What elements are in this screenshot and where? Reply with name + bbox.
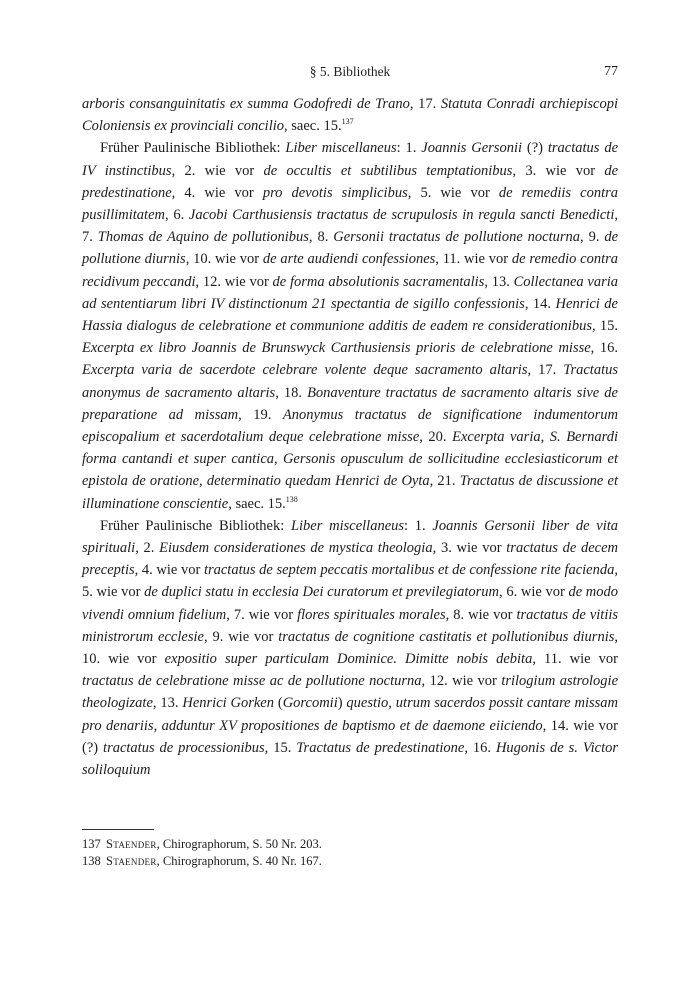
footnote-text: , Chirographorum, S. 40 Nr. 167. (156, 854, 322, 868)
italic-text: de predestinatione (82, 162, 619, 201)
text-span: , 18. (275, 384, 308, 401)
italic-text: de modo vivendi omnium fidelium (82, 584, 619, 623)
text-span: Früher Paulinische Bibliothek: (100, 517, 291, 534)
page-number: 77 (604, 64, 618, 79)
footnote (82, 853, 618, 870)
italic-text: Gersonii tractatus de pollutione nocturna (333, 229, 581, 246)
footnote (82, 836, 618, 853)
footnote-reference: 138 (285, 494, 298, 504)
italic-text: tractatus de IV instinctibus (82, 140, 619, 179)
text-span: , 16. (590, 340, 618, 357)
italic-text: tractatus de vitiis ministrorum ecclesie (82, 606, 619, 645)
footnote-text: , Chirographorum, S. 50 Nr. 203. (156, 837, 322, 851)
text-span: : 1. (396, 140, 422, 157)
italic-text: Excerpta ex libro Joannis de Brunswyck Carthusiensis prioris de celebratione misse (82, 340, 591, 357)
italic-text: de duplici statu in ecclesia Dei curatorum et previlegiatorum (144, 584, 500, 601)
body-text (82, 93, 618, 781)
text-span: , 8. wie vor (445, 606, 517, 623)
text-span: , 10. wie vor (185, 251, 263, 268)
text-span: , 9. wie vor (203, 628, 279, 645)
italic-text: tractatus de septem peccatis mortalibus et de confessione rite facienda (203, 562, 615, 579)
italic-text: arboris consanguinitatis ex summa Godofredi de Trano (82, 96, 410, 112)
italic-text: tractatus de decem preceptis (82, 540, 619, 579)
paragraph (82, 515, 618, 781)
footnote-reference: 137 (341, 117, 354, 127)
text-span: ( (274, 695, 283, 712)
italic-text: tractatus de cognitione castitatis et pollutionibus diurnis (278, 628, 615, 645)
text-span: , 2. (135, 540, 160, 557)
italic-text: Bonaventure tractatus de sacramento altaris sive de preparatione ad missam (82, 384, 618, 423)
text-span: ) (337, 695, 347, 712)
italic-text: Eiusdem considerationes de mystica theologia (159, 540, 433, 557)
italic-text: tractatus de celebratione misse ac de pollutione nocturna (82, 673, 422, 690)
italic-text: Tractatus de discussione et illuminatione conscientie (82, 473, 618, 512)
italic-text: trilogium astrologie theologizate (82, 673, 619, 712)
italic-text: Collectanea varia ad sententiarum libri IV distinctionum 21 spectantia de sigillo confessionis (82, 273, 619, 312)
text-span: , 5. wie vor (407, 184, 499, 201)
italic-text: Henrici Gorken (182, 695, 274, 712)
italic-text: questio, utrum sacerdos possit cantare missam pro denariis, adduntur XV propositiones de baptismo et de daemone eiiciendo (82, 695, 618, 734)
text-span: , 15. (264, 739, 297, 756)
text-span: , 4. wie vor (171, 184, 263, 201)
text-span: , 8. (308, 229, 334, 246)
italic-text: tractatus de processionibus (103, 739, 265, 756)
paragraph (82, 137, 618, 514)
italic-text: de remediis contra pusillimitatem (82, 184, 619, 224)
text-span: , 14. wie vor (?) (82, 717, 618, 756)
text-span: , 21. (429, 473, 460, 490)
italic-text: Tractatus anonymus de sacramento altaris (82, 362, 619, 401)
footnote-author: Staender (106, 837, 157, 851)
footnote-rule (82, 829, 154, 830)
text-span: , 3. wie vor (432, 540, 507, 557)
text-span: Früher Paulinische Bibliothek: (100, 140, 286, 157)
italic-text: Statuta Conradi archiepiscopi Coloniensis ex provinciali concilio (82, 96, 618, 135)
italic-text: de remedio contra recidivum peccandi (82, 251, 618, 290)
text-span: , 12. wie vor (421, 673, 502, 690)
italic-text: expositio super particulam Dominice. Dimitte nobis debita (164, 651, 533, 668)
text-span: , 15. (591, 318, 618, 335)
italic-text: de arte audiendi confessiones (262, 251, 436, 268)
text-span: , 6. wie vor (499, 584, 569, 601)
text-span: , 13. (152, 695, 183, 712)
italic-text: Liber miscellaneus (285, 140, 397, 157)
text-span: , 9. (580, 229, 605, 246)
footnotes (82, 836, 618, 870)
italic-text: Thomas de Aquino de pollutionibus (97, 229, 309, 246)
text-span: , 6. (164, 207, 189, 224)
footnote-number: 138 (82, 854, 101, 868)
running-title: § 5. Bibliothek (309, 64, 391, 79)
text-span: , 2. wie vor (171, 162, 264, 179)
italic-text: de occultis et subtilibus temptationibus (263, 162, 513, 179)
italic-text: de pollutione diurnis (82, 229, 619, 268)
italic-text: flores spirituales morales (297, 606, 446, 623)
text-span: , 19. (238, 406, 283, 423)
italic-text: Joannis Gersonii (421, 140, 523, 157)
italic-text: Excerpta varia de sacerdote celebrare volente deque sacramento altaris (82, 362, 528, 379)
text-span: , 14. (524, 295, 556, 312)
italic-text: Anonymus tractatus de significatione indumentorum episcopalium et sacerdotalium deque celebratione misse (82, 406, 619, 446)
text-span: , saec. 15. (284, 118, 342, 135)
italic-text: pro devotis simplicibus (262, 184, 408, 201)
text-span: , 11. wie vor (435, 251, 512, 268)
italic-text: Liber miscellaneus (290, 517, 405, 534)
italic-text: Tractatus de predestinatione (296, 739, 465, 756)
text-span: , 7. (82, 207, 618, 246)
text-span: , 4. wie vor (134, 562, 204, 579)
text-span: , 17. (527, 362, 564, 379)
running-header (82, 64, 618, 84)
italic-text: Henrici de Hassia dialogus de celebratione et communione additis de eadem re considerationibus (82, 295, 618, 335)
text-span: , 10. wie vor (82, 628, 618, 668)
text-span: , 3. wie vor (512, 162, 605, 179)
text-span: , 5. wie vor (82, 562, 618, 601)
text-span: , 16. (464, 739, 496, 756)
text-span: , 13. (484, 273, 514, 290)
italic-text: Gorcomii (282, 695, 338, 712)
italic-text: Excerpta varia, S. Bernardi forma cantandi et super cantica, Gersonis opusculum de sollicitudine ecclesiasticorum et epistola de oratione, determinatio quedam Henrici de Oyta (82, 429, 619, 490)
italic-text: de forma absolutionis sacramentalis (272, 273, 485, 290)
italic-text: Jacobi Carthusiensis tractatus de scrupulosis in regula sancti Benedicti (188, 207, 615, 224)
paragraph (82, 93, 618, 137)
italic-text: Joannis Gersonii liber de vita spirituali (82, 517, 619, 557)
text-span: , saec. 15. (228, 495, 286, 512)
footnote-number: 137 (82, 837, 101, 851)
footnote-author: Staender (106, 854, 157, 868)
text-span: , 20. (419, 429, 453, 446)
text-span: (?) (522, 140, 548, 157)
text-span: : 1. (404, 517, 433, 534)
italic-text: Hugonis de s. Victor soliloquium (82, 739, 619, 779)
text-span: , 17. (409, 96, 441, 112)
text-span: , 11. wie vor (532, 651, 618, 668)
text-span: , 12. wie vor (195, 273, 273, 290)
text-span: , 7. wie vor (226, 606, 298, 623)
